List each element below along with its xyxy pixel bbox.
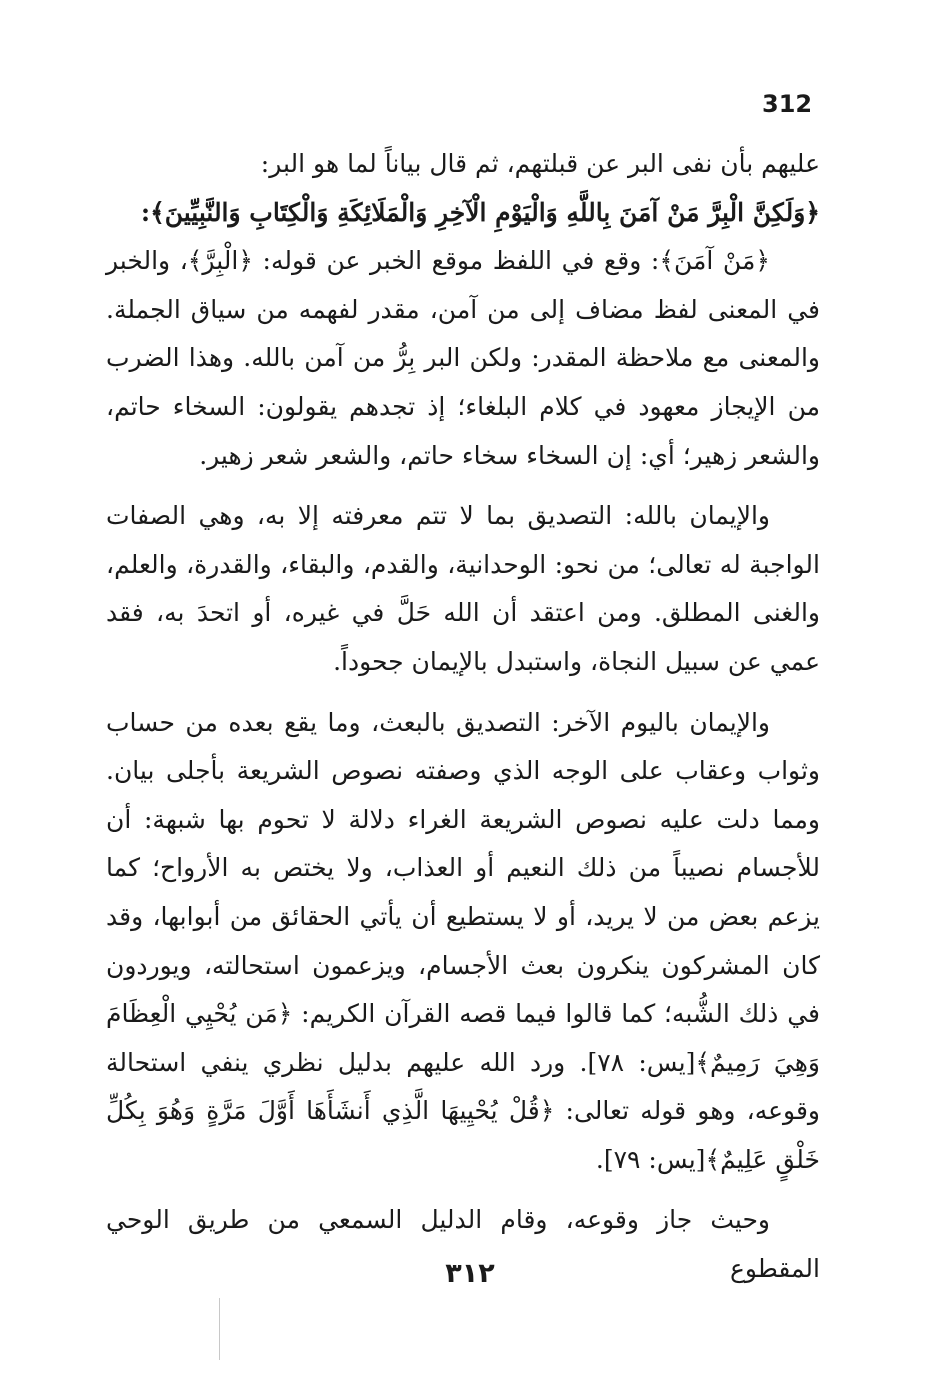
paragraph-intro: عليهم بأن نفى البر عن قبلتهم، ثم قال بياناً لما هو البر:	[260, 149, 820, 178]
body-text	[106, 140, 820, 1294]
paragraph-final: وحيث جاز وقوعه، وقام الدليل السمعي من طريق الوحي المقطوع	[106, 1205, 820, 1284]
scan-margin-line	[219, 1298, 220, 1360]
quran-verse: ﴿وَلَكِنَّ الْبِرَّ مَنْ آمَنَ بِاللَّهِ وَالْيَوْمِ الْآخِرِ وَالْمَلَائِكَةِ وَالْكِتَابِ وَالنَّبِيِّينَ﴾:	[140, 197, 820, 227]
page-number-latin: 312	[762, 90, 813, 118]
page-number-arabic: ٣١٢	[445, 1258, 495, 1289]
paragraph-iman-yawm-akhir: والإيمان باليوم الآخر: التصديق بالبعث، وما يقع بعده من حساب وثواب وعقاب على الوجه الذي وصفته نصوص الشريعة بأجلى بيان. ومما دلت عليه نصوص الشريعة الغراء دلالة لا تحوم بها شبهة: أن للأجسام نصيباً من ذلك النعيم أو العذاب، ولا يختص به الأرواح؛ كما يزعم بعض من لا يريد، أو لا يستطيع أن يأتي الحقائق من أبوابها، وقد كان المشركون ينكرون بعث الأجسام، ويزعمون استحالته، ويوردون في ذلك الشُّبه؛ كما قالوا فيما قصه القرآن الكريم: ﴿مَن يُحْيِي الْعِظَامَ وَهِيَ رَمِيمٌ﴾[يس: ٧٨]. ورد الله عليهم بدليل نظري ينفي استحالة وقوعه، وهو قوله تعالى: ﴿قُلْ يُحْيِيهَا الَّذِي أَنشَأَهَا أَوَّلَ مَرَّةٍ وَهُوَ بِكُلِّ خَلْقٍ عَلِيمٌ﴾[يس: ٧٩].	[106, 707, 821, 1174]
paragraph-iman-billah: والإيمان بالله: التصديق بما لا تتم معرفته إلا به، وهي الصفات الواجبة له تعالى؛ من نحو: الوحدانية، والقدم، والبقاء، والقدرة، والعلم، والغنى المطلق. ومن اعتقد أن الله حَلَّ في غيره، أو اتحدَ به، فقد عمي عن سبيل النجاة، واستبدل بالإيمان جحوداً.	[106, 501, 820, 676]
paragraph-man-amana: ﴿مَنْ آمَنَ﴾: وقع في اللفظ موقع الخبر عن قوله: ﴿الْبِرَّ﴾، والخبر في المعنى لفظ مضاف إلى من آمن، مقدر لفهمه من سياق الجملة. والمعنى مع ملاحظة المقدر: ولكن البر بِرُّ من آمن بالله. وهذا الضرب من الإيجاز معهود في كلام البلغاء؛ إذ تجدهم يقولون: السخاء حاتم، والشعر زهير؛ أي: إن السخاء سخاء حاتم، والشعر شعر زهير.	[106, 246, 820, 470]
